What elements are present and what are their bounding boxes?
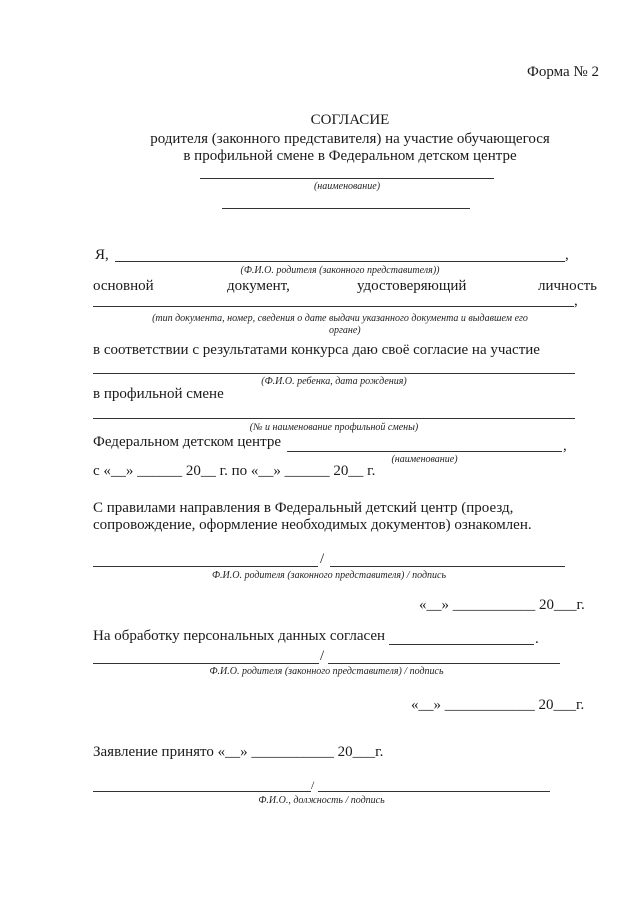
rules-line-1: С правилами направления в Федеральный детский центр (проезд, — [93, 500, 514, 516]
form-subtitle-1: родителя (законного представителя) на участие обучающегося — [150, 131, 550, 147]
rules-line-2: сопровождение, оформление необходимых документов) ознакомлен. — [93, 517, 532, 533]
personal-data-line[interactable] — [389, 644, 534, 645]
sign-caption-2: Ф.И.О. родителя (законного представителя) / подпись — [209, 666, 444, 677]
document-caption-2: органе) — [329, 325, 361, 336]
parent-name-line[interactable] — [115, 261, 565, 262]
sign-name-line-1[interactable] — [93, 566, 318, 567]
child-name-caption: (Ф.И.О. ребенка, дата рождения) — [261, 376, 407, 387]
staff-caption: Ф.И.О., должность / подпись — [258, 795, 385, 806]
period: . — [535, 631, 539, 647]
shift-line[interactable] — [93, 418, 575, 419]
federal-center-label: Федеральном детском центре — [93, 434, 281, 450]
date-2[interactable]: «__» ____________ 20___г. — [411, 697, 585, 713]
form-subtitle-2: в профильной смене в Федеральном детском центре — [183, 148, 517, 164]
accepted-label[interactable]: Заявление принято «__» ___________ 20___г. — [93, 744, 384, 760]
shift-caption: (№ и наименование профильной смены) — [249, 422, 419, 433]
parent-name-caption: (Ф.И.О. родителя (законного представителя)) — [240, 265, 440, 276]
sign-name-line-2[interactable] — [93, 663, 319, 664]
doc-word-3: удостоверяющий — [357, 278, 467, 294]
comma-3: , — [563, 438, 567, 454]
slash-1: / — [320, 551, 325, 567]
comma: , — [565, 247, 569, 263]
date-1[interactable]: «__» ___________ 20___г. — [419, 597, 585, 613]
child-name-line[interactable] — [93, 373, 575, 374]
doc-word-2: документ, — [227, 278, 290, 294]
staff-sign-line[interactable] — [318, 791, 550, 792]
federal-center-line[interactable] — [287, 451, 562, 452]
ya-label: Я, — [95, 247, 109, 263]
doc-word-4: личность — [538, 278, 598, 294]
staff-name-line[interactable] — [93, 791, 311, 792]
comma-2: , — [574, 293, 578, 309]
sign-line-1[interactable] — [330, 566, 565, 567]
form-number: Форма № 2 — [527, 64, 599, 80]
personal-data-label: На обработку персональных данных согласен — [93, 628, 386, 644]
doc-word-1: основной — [93, 278, 154, 294]
slash-3: / — [311, 778, 315, 792]
consent-text: в соответствии с результатами конкурса даю своё согласие на участие — [93, 342, 540, 358]
sign-line-2[interactable] — [328, 663, 560, 664]
center-name-caption: (наименование) — [313, 181, 381, 192]
slash-2: / — [320, 648, 325, 664]
center-name-line[interactable] — [200, 178, 494, 179]
sign-caption-1: Ф.И.О. родителя (законного представителя) / подпись — [212, 570, 446, 581]
document-caption-1: (тип документа, номер, сведения о дате выдачи указанного документа и выдавшем его — [152, 313, 528, 324]
form-title: СОГЛАСИЕ — [310, 112, 390, 128]
center-name-line-2[interactable] — [222, 208, 470, 209]
federal-center-caption: (наименование) — [391, 454, 458, 465]
document-line[interactable] — [93, 306, 574, 307]
date-range[interactable]: с «__» ______ 20__ г. по «__» ______ 20__ г. — [93, 463, 376, 479]
profile-shift-label: в профильной смене — [93, 386, 224, 402]
